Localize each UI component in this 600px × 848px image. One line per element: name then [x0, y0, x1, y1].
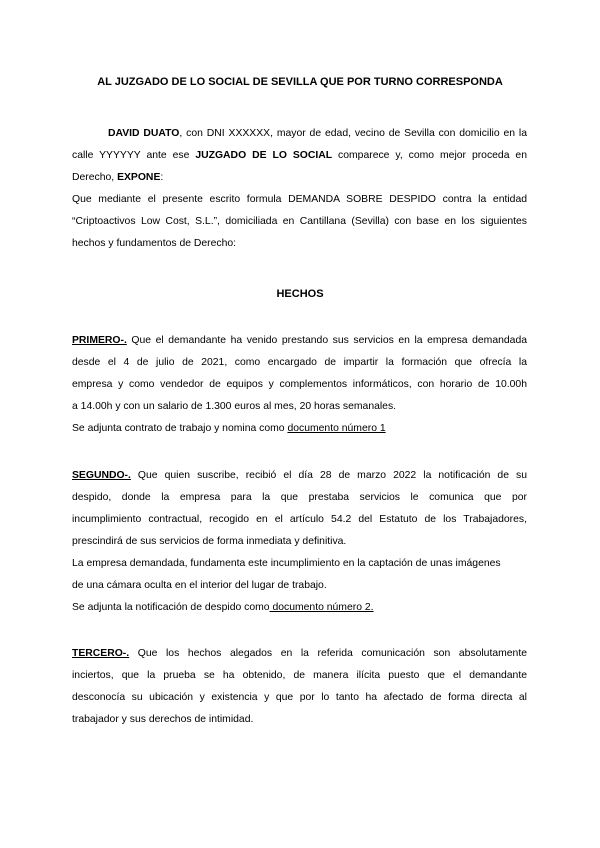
document-reference-2: documento número 2.	[269, 602, 374, 613]
segundo-label: SEGUNDO-.	[72, 470, 131, 481]
segundo-line-2: despido, donde la empresa para la que prestaba servicios le comunica que por	[72, 492, 527, 503]
tercero-line-1: TERCERO-. Que los hechos alegados en la referida comunicación son absolutamente	[72, 648, 527, 659]
intro-line-1: DAVID DUATO, con DNI XXXXXX, mayor de edad, vecino de Sevilla con domicilio en la	[108, 128, 527, 139]
intro-line-2: calle YYYYYY ante ese JUZGADO DE LO SOCIAL comparece y, como mejor proceda en	[72, 150, 527, 161]
segundo-line-6: de una cámara oculta en el interior del lugar de trabajo.	[72, 580, 327, 591]
primero-line-4: a 14.00h y con un salario de 1.300 euros al mes, 20 horas semanales.	[72, 401, 397, 412]
intro-line-3: Derecho, EXPONE:	[72, 172, 164, 183]
segundo-line-1: SEGUNDO-. Que quien suscribe, recibió el día 28 de marzo 2022 la notificación de su	[72, 470, 527, 481]
hechos-heading: HECHOS	[276, 288, 324, 300]
intro-line-6: hechos y fundamentos de Derecho:	[72, 238, 237, 249]
plaintiff-name: DAVID DUATO	[108, 128, 180, 139]
segundo-line-5: La empresa demandada, fundamenta este incumplimiento en la captación de unas imágenes	[72, 558, 501, 569]
tercero-line-4: trabajador y sus derechos de intimidad.	[72, 714, 254, 725]
tercero-line-3: desconocía su ubicación y existencia y que por lo tanto ha afectado de forma directa al	[72, 692, 527, 703]
segundo-line-3: incumplimiento contractual, recogido en el artículo 54.2 del Estatuto de los Trabajadores,	[72, 514, 527, 525]
tercero-paragraph	[72, 643, 527, 731]
primero-line-3: empresa y como vendedor de equipos y complementos informáticos, con horario de 10.00h	[72, 379, 527, 390]
court-name: JUZGADO DE LO SOCIAL	[195, 150, 333, 161]
expone-label: EXPONE	[117, 172, 161, 183]
tercero-label: TERCERO-.	[72, 648, 130, 659]
primero-line-2: desde el 4 de julio de 2021, como encargado de impartir la formación que ofrecía la	[72, 357, 527, 368]
primero-paragraph	[72, 330, 527, 440]
segundo-line-7: Se adjunta la notificación de despido como documento número 2.	[72, 602, 374, 613]
primero-line-1: PRIMERO-. Que el demandante ha venido prestando sus servicios en la empresa demandada	[72, 335, 527, 346]
primero-line-5: Se adjunta contrato de trabajo y nomina como documento número 1	[72, 423, 386, 434]
segundo-paragraph	[72, 465, 527, 619]
primero-label: PRIMERO-.	[72, 335, 127, 346]
intro-line-5: “Criptoactivos Low Cost, S.L.”, domiciliada en Cantillana (Sevilla) con base en los siguientes	[72, 216, 527, 227]
intro-line-4: Que mediante el presente escrito formula DEMANDA SOBRE DESPIDO contra la entidad	[72, 194, 527, 205]
document-title: AL JUZGADO DE LO SOCIAL DE SEVILLA QUE POR TURNO CORRESPONDA	[97, 76, 503, 88]
intro-paragraph	[72, 123, 527, 255]
tercero-line-2: inciertos, que la prueba se ha obtenido, de manera ilícita puesto que el demandante	[72, 670, 527, 681]
document-reference-1: documento número 1	[287, 423, 386, 434]
segundo-line-4: prescindirá de sus servicios de forma inmediata y definitiva.	[72, 536, 347, 547]
